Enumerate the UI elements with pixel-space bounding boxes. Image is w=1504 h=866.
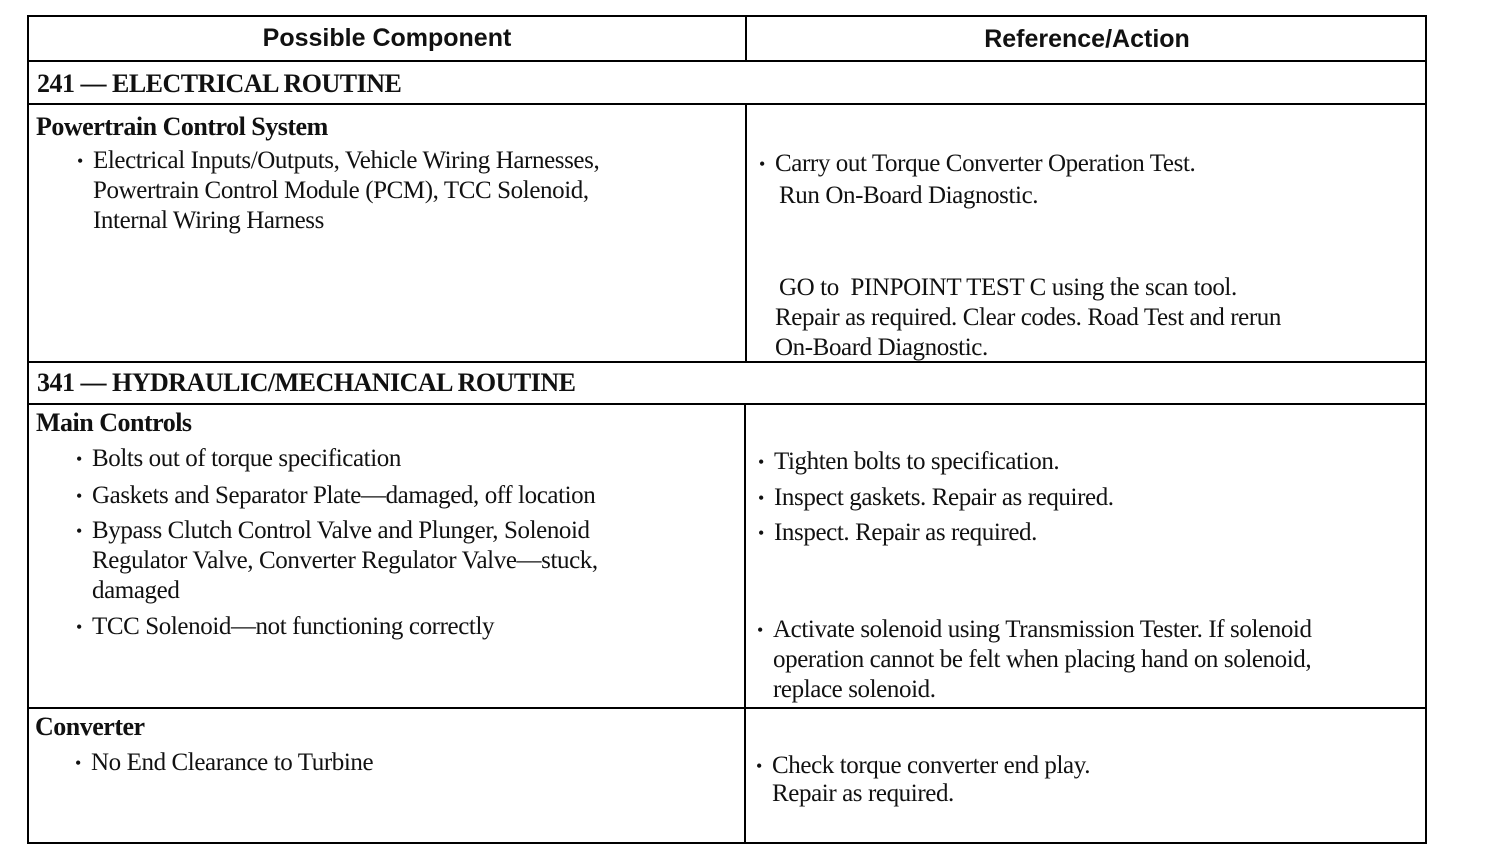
bullet-icon: • <box>76 617 82 637</box>
routine-title: 241 — ELECTRICAL ROUTINE <box>37 69 402 98</box>
col-divider-section-341 <box>744 403 746 844</box>
component-item: • Gaskets and Separator Plate—damaged, off location <box>76 482 596 509</box>
col-divider-section-241 <box>745 103 747 361</box>
action-item: GO to PINPOINT TEST C using the scan tool. Repair as required. Clear codes. Road Test and rerun On-Board Diagnostic. <box>775 274 1281 361</box>
group-title: Main Controls <box>36 408 192 437</box>
bullet-icon: • <box>758 452 764 472</box>
bullet-icon: • <box>76 449 82 469</box>
rule-main-controls-end <box>29 707 1425 709</box>
bullet-icon: • <box>758 523 764 543</box>
bullet-icon: • <box>77 151 83 171</box>
action-item: • Activate solenoid using Transmission Tester. If solenoid operation cannot be felt when placing hand on solenoid, replace solenoid. <box>757 616 1312 703</box>
component-item: • Bolts out of torque specification <box>76 445 401 472</box>
component-item: • TCC Solenoid—not functioning correctly <box>76 613 495 640</box>
action-item: • Check torque converter end play. Repair as required. <box>756 752 1091 807</box>
action-item: • Inspect gaskets. Repair as required. <box>758 484 1114 511</box>
bullet-icon: • <box>759 154 765 174</box>
routine-title: 341 — HYDRAULIC/MECHANICAL ROUTINE <box>37 368 576 397</box>
column-header-action: Reference/Action <box>984 25 1190 53</box>
bullet-icon: • <box>76 486 82 506</box>
rule-header <box>29 60 1425 62</box>
bullet-icon: • <box>758 488 764 508</box>
component-item: • Bypass Clutch Control Valve and Plunger, Solenoid Regulator Valve, Converter Regulator Valve—stuck, damaged <box>76 517 598 604</box>
group-title: Powertrain Control System <box>36 112 328 141</box>
bullet-icon: • <box>756 756 762 776</box>
bullet-icon: • <box>75 753 81 773</box>
bullet-icon: • <box>76 521 82 541</box>
group-title: Converter <box>35 712 145 741</box>
diagnostic-table <box>27 15 1427 844</box>
bullet-icon: • <box>757 620 763 640</box>
rule-routine-241 <box>29 103 1425 105</box>
action-item: • Inspect. Repair as required. <box>758 519 1037 546</box>
action-item: • Tighten bolts to specification. <box>758 448 1060 475</box>
action-item: • Carry out Torque Converter Operation Test. Run On-Board Diagnostic. <box>759 150 1196 209</box>
component-item: • Electrical Inputs/Outputs, Vehicle Wiring Harnesses, Powertrain Control Module (PCM), TCC Solenoid, Internal Wiring Harness <box>77 147 600 234</box>
column-header-component: Possible Component <box>262 24 512 52</box>
component-item: • No End Clearance to Turbine <box>75 749 374 776</box>
rule-routine-341 <box>29 403 1425 405</box>
